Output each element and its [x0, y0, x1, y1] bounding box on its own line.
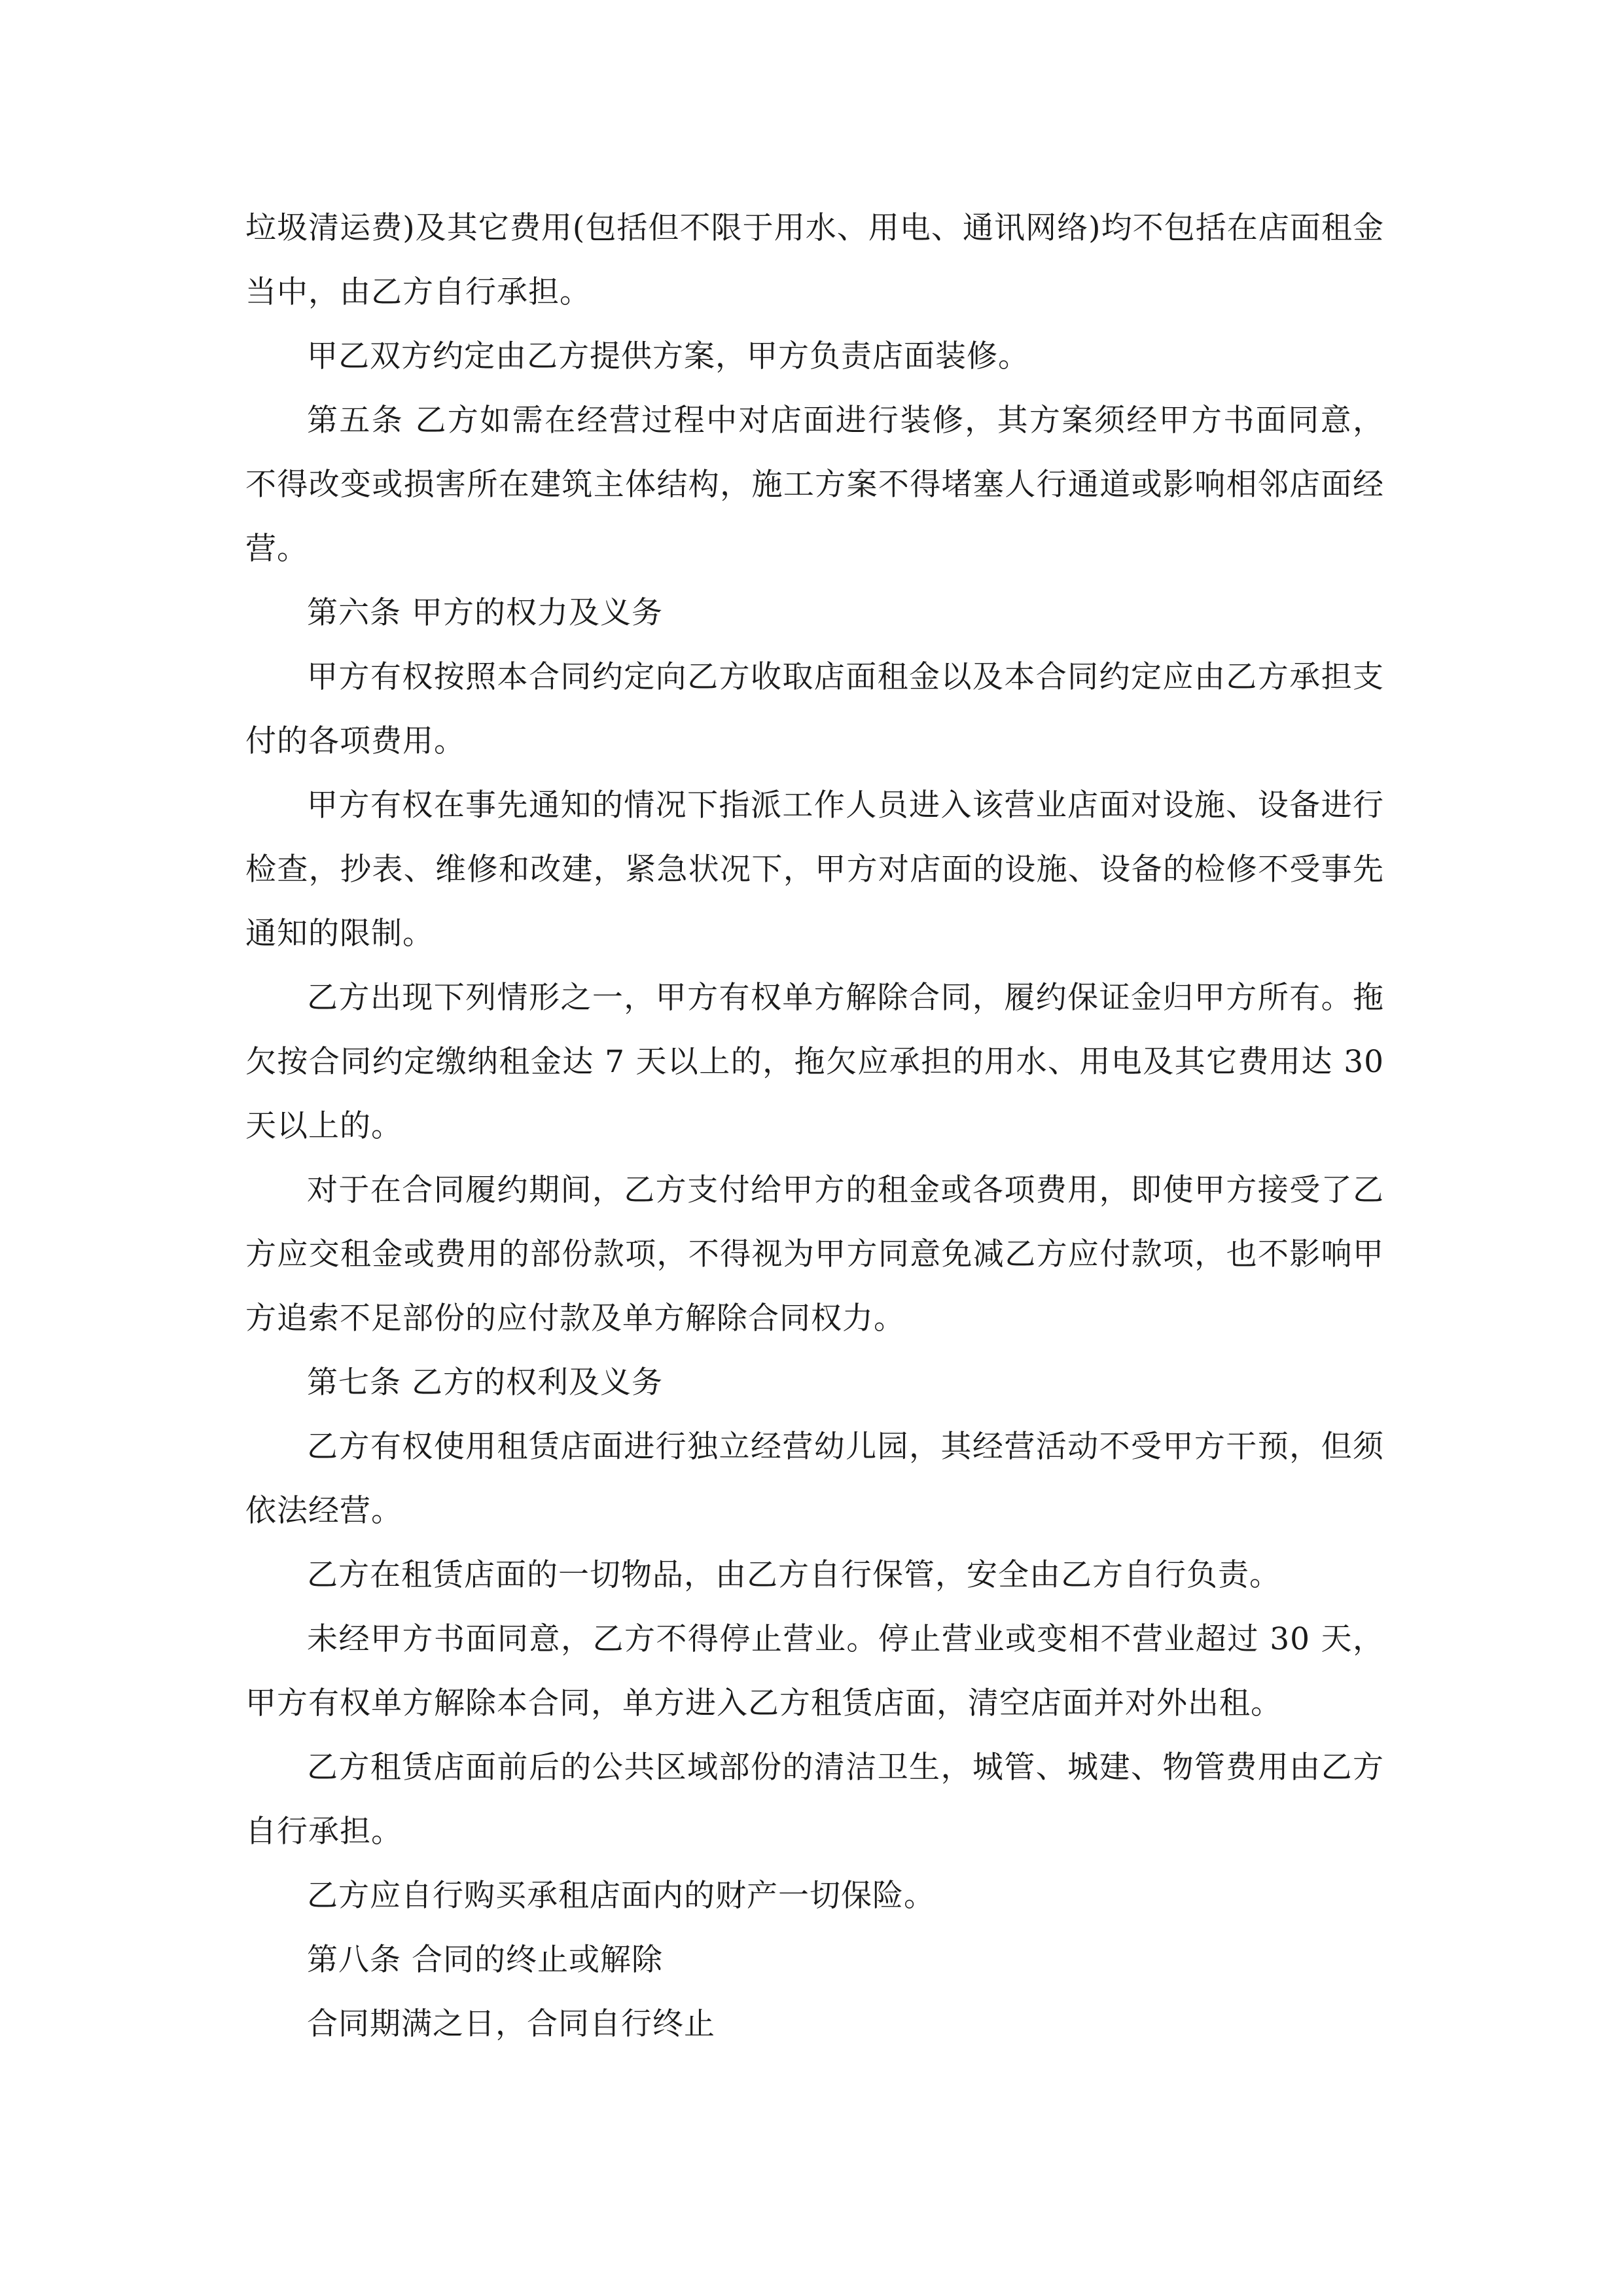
paragraph: 乙方租赁店面前后的公共区域部份的清洁卫生，城管、城建、物管费用由乙方自行承担。	[245, 1749, 1384, 1850]
clause-8-heading: 第八条 合同的终止或解除	[307, 1942, 663, 1978]
paragraph: 甲方有权按照本合同约定向乙方收取店面租金以及本合同约定应由乙方承担支付的各项费用。	[245, 659, 1384, 759]
clause-7-heading: 第七条 乙方的权利及义务	[307, 1365, 663, 1401]
document-body	[245, 196, 1384, 2056]
paragraph: 对于在合同履约期间，乙方支付给甲方的租金或各项费用，即使甲方接受了乙方应交租金或费用的部份款项，不得视为甲方同意免减乙方应付款项，也不影响甲方追索不足部份的应付款及单方解除合同权力。	[245, 1172, 1384, 1336]
clause-5: 第五条 乙方如需在经营过程中对店面进行装修，其方案须经甲方书面同意，不得改变或损害所在建筑主体结构，施工方案不得堵塞人行通道或影响相邻店面经营。	[245, 403, 1384, 567]
paragraph: 乙方应自行购买承租店面内的财产一切保险。	[307, 1878, 935, 1914]
paragraph: 甲方有权在事先通知的情况下指派工作人员进入该营业店面对设施、设备进行检查，抄表、维修和改建，紧急状况下，甲方对店面的设施、设备的检修不受事先通知的限制。	[245, 787, 1384, 952]
paragraph: 乙方在租赁店面的一切物品，由乙方自行保管，安全由乙方自行负责。	[307, 1557, 1281, 1593]
paragraph: 乙方有权使用租赁店面进行独立经营幼儿园，其经营活动不受甲方干预，但须依法经营。	[245, 1429, 1384, 1529]
paragraph-continued: 垃圾清运费)及其它费用(包括但不限于用水、用电、通讯网络)均不包括在店面租金当中，由乙方自行承担。	[245, 210, 1384, 310]
paragraph: 未经甲方书面同意，乙方不得停止营业。停止营业或变相不营业超过 30 天，甲方有权单方解除本合同，单方进入乙方租赁店面，清空店面并对外出租。	[245, 1621, 1384, 1721]
paragraph: 合同期满之日，合同自行终止	[307, 2006, 715, 2042]
paragraph: 甲乙双方约定由乙方提供方案，甲方负责店面装修。	[307, 338, 1029, 374]
paragraph: 乙方出现下列情形之一，甲方有权单方解除合同，履约保证金归甲方所有。拖欠按合同约定缴纳租金达 7 天以上的，拖欠应承担的用水、用电及其它费用达 30 天以上的。	[245, 980, 1384, 1144]
clause-6-heading: 第六条 甲方的权力及义务	[307, 595, 663, 631]
